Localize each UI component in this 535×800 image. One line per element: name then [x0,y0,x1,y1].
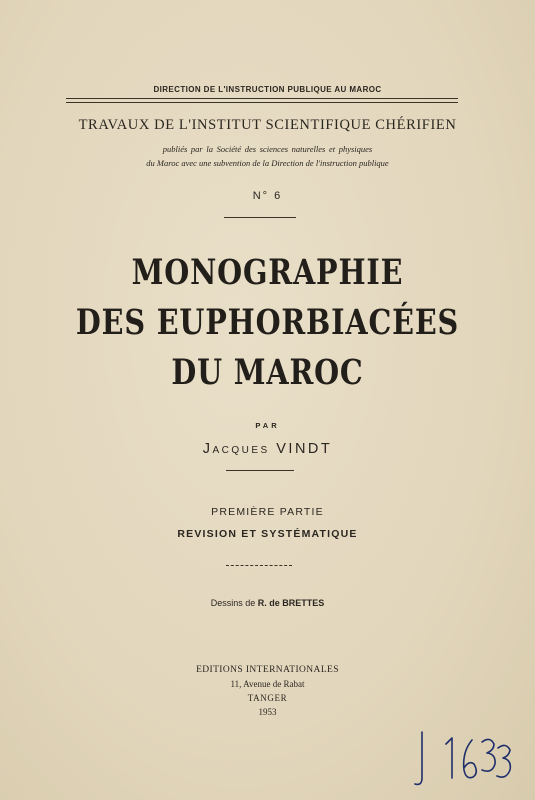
directorate-line: DIRECTION DE L'INSTRUCTION PUBLIQUE AU MAROC [153,85,382,94]
illustrations-artist: R. de BRETTES [257,598,325,608]
double-rule [66,98,458,103]
publisher-address: 11, Avenue de Rabat [230,679,305,689]
handwritten-1-stroke [446,738,452,778]
main-title-line-3: DU MAROC [171,352,364,393]
dashed-divider [226,565,292,566]
handwritten-j-stroke [415,732,422,784]
publication-year: 1953 [258,707,277,717]
part-subtitle: REVISION ET SYSTÉMATIQUE [177,528,358,540]
publisher-name: EDITIONS INTERNATIONALES [196,665,339,675]
handwritten-3b-stroke [497,745,510,777]
published-by-line-1: publiés par la Société des sciences naturelles et physiques [162,144,373,154]
part-label: PREMIÈRE PARTIE [211,506,324,518]
handwritten-3a-stroke [482,739,495,771]
series-title: TRAVAUX DE L'INSTITUT SCIENTIFIQUE CHÉRIFIEN [78,117,457,133]
illustrations-prefix: Dessins de [210,598,256,608]
main-title-line-1: MONOGRAPHIE [131,252,404,293]
main-title-line-2: DES EUPHORBIACÉES [75,302,460,343]
divider-after-author [226,470,294,471]
author-name: Jacques VINDT [202,441,333,457]
divider-after-number [224,217,296,218]
by-label: PAR [255,421,280,430]
illustrations-credit [0,598,535,608]
handwritten-6-stroke [464,740,477,778]
published-by-line-2: du Maroc avec une subvention de la Direction de l'instruction publique [146,158,389,168]
publisher-city: TANGER [247,693,288,703]
volume-number: N° 6 [252,190,283,202]
handwritten-catalog-number [408,722,518,792]
